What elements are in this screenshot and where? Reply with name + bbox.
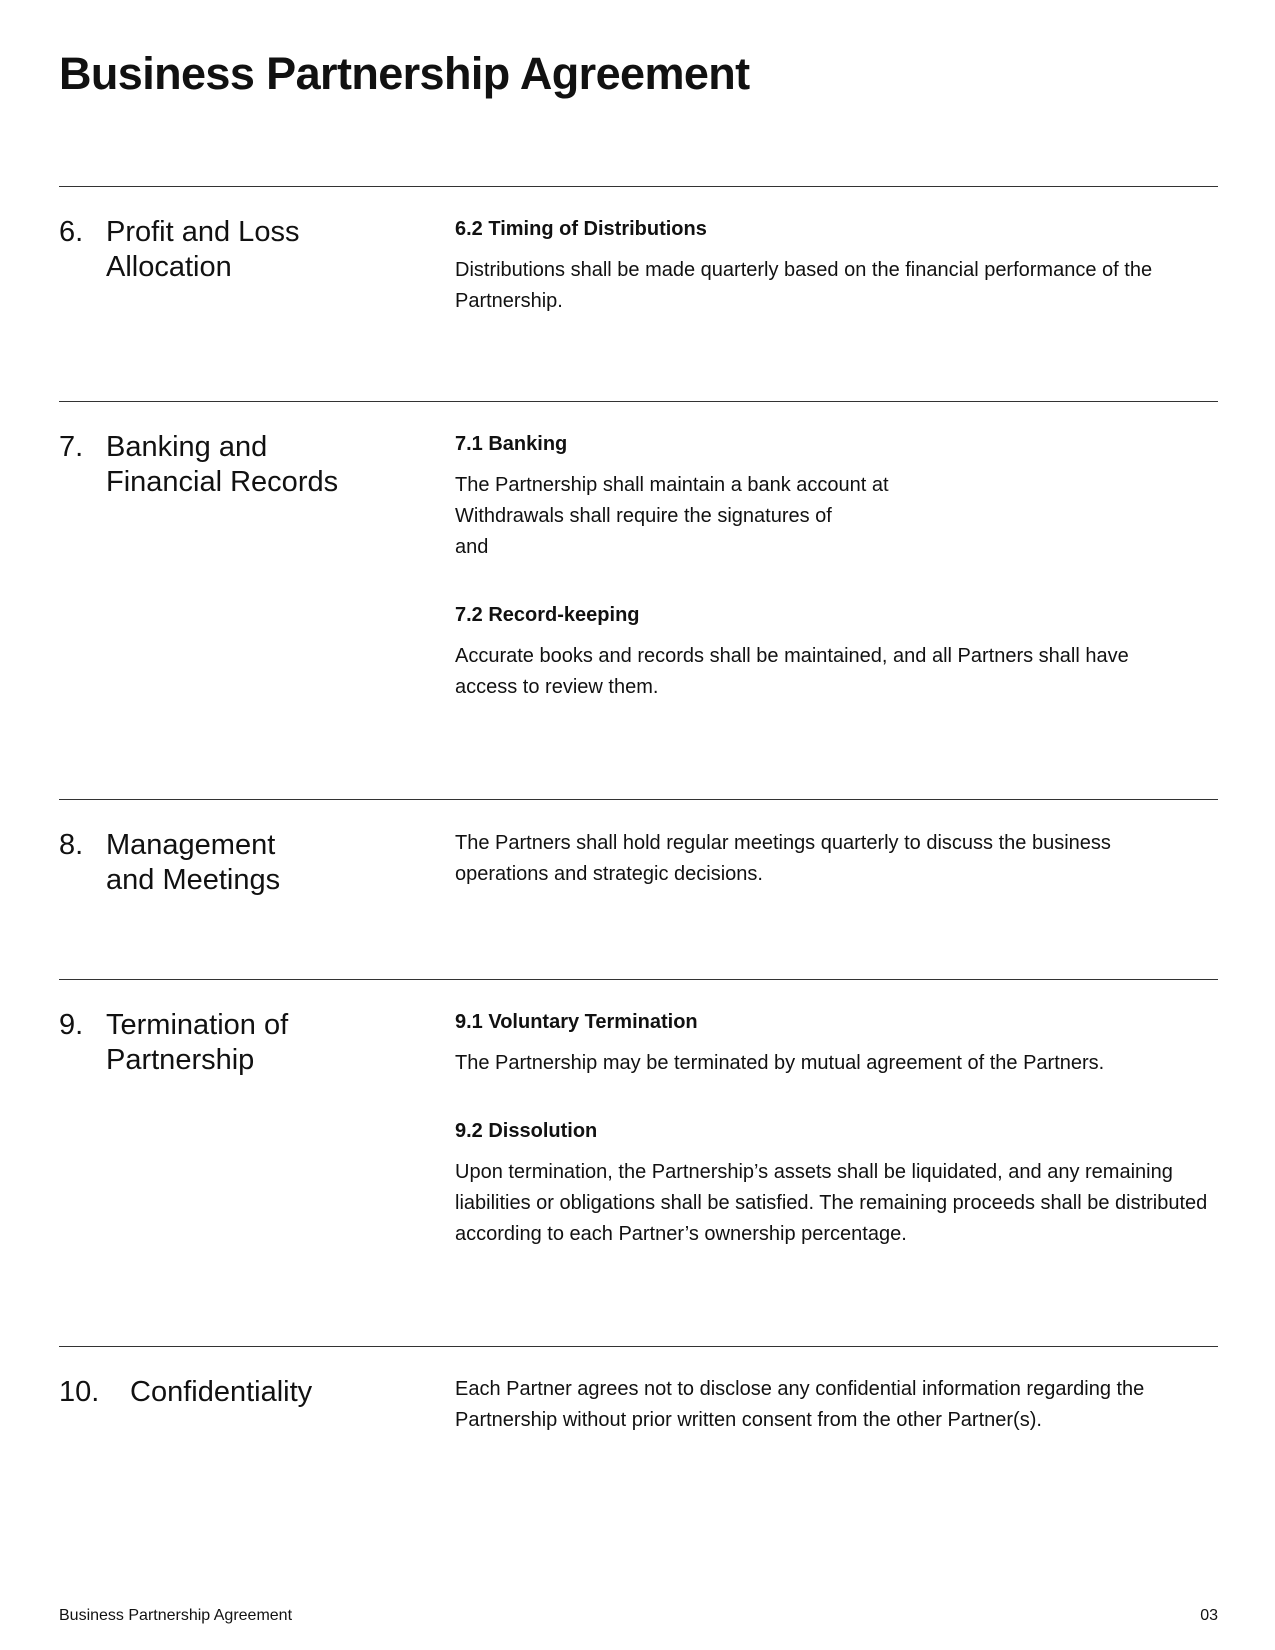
section-content bbox=[455, 216, 1225, 317]
subsection-heading: 7.2 Record-keeping bbox=[455, 604, 640, 626]
section-title: Confidentiality bbox=[130, 1376, 313, 1408]
text-line: and bbox=[455, 536, 489, 558]
subsection-text: Distributions shall be made quarterly based on the financial performance of the Partnership. bbox=[455, 259, 1153, 312]
section-title: Profit and Loss Allocation bbox=[106, 216, 300, 283]
section-title: Banking and Financial Records bbox=[106, 431, 339, 498]
footer-title: Business Partnership Agreement bbox=[59, 1607, 293, 1624]
section-number: 8. bbox=[59, 829, 84, 861]
section-content bbox=[455, 828, 1225, 890]
section-number: 6. bbox=[59, 216, 84, 248]
section-content bbox=[455, 431, 1225, 703]
section-text: The Partners shall hold regular meetings quarterly to discuss the business operations and strategic decisions. bbox=[455, 832, 1111, 885]
text-line: Withdrawals shall require the signatures of bbox=[455, 505, 832, 527]
subsection-heading: 6.2 Timing of Distributions bbox=[455, 218, 707, 240]
section-text: Each Partner agrees not to disclose any confidential information regarding the Partnership without prior written consent from the other Partner(s). bbox=[455, 1378, 1145, 1431]
subsection-heading: 9.2 Dissolution bbox=[455, 1120, 598, 1142]
page-number: 03 bbox=[1200, 1607, 1218, 1624]
section-divider bbox=[59, 1346, 1218, 1347]
section-number: 7. bbox=[59, 431, 84, 463]
section-divider bbox=[59, 186, 1218, 187]
section-divider bbox=[59, 799, 1218, 800]
subsection-heading: 7.1 Banking bbox=[455, 433, 568, 455]
section-content bbox=[455, 1009, 1225, 1250]
subsection-text: Upon termination, the Partnership’s assets shall be liquidated, and any remaining liabilities or obligations shall be satisfied. The remaining proceeds shall be distributed according to each Partner’s ownership percentage. bbox=[455, 1161, 1208, 1245]
section-title: Management and Meetings bbox=[106, 829, 281, 896]
section-divider bbox=[59, 979, 1218, 980]
section-title: Termination of Partnership bbox=[106, 1009, 289, 1076]
document-title: Business Partnership Agreement bbox=[59, 48, 750, 99]
section-number: 10. bbox=[59, 1376, 100, 1408]
subsection-heading: 9.1 Voluntary Termination bbox=[455, 1011, 698, 1033]
subsection-text: Accurate books and records shall be maintained, and all Partners shall have access to review them. bbox=[455, 645, 1129, 698]
section-divider bbox=[59, 401, 1218, 402]
subsection-text bbox=[455, 470, 1225, 563]
section-number: 9. bbox=[59, 1009, 84, 1041]
subsection-text: The Partnership may be terminated by mutual agreement of the Partners. bbox=[455, 1052, 1105, 1074]
section-content bbox=[455, 1374, 1225, 1436]
text-line: The Partnership shall maintain a bank account at bbox=[455, 474, 889, 496]
